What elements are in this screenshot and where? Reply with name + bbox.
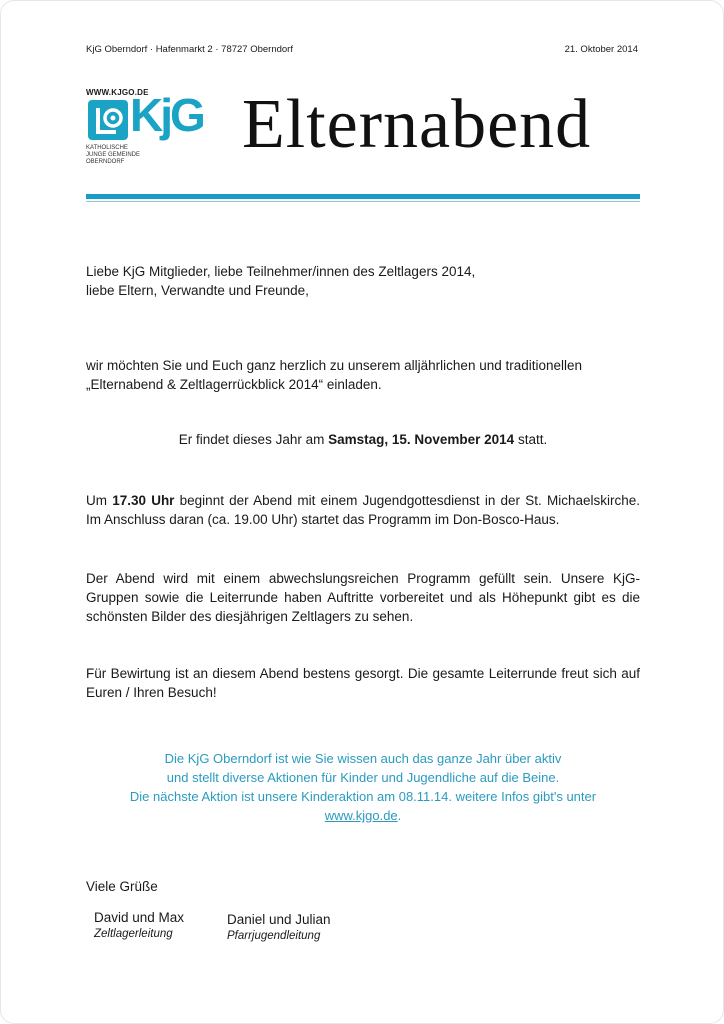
start-time: 17.30 Uhr [112,493,175,508]
website-link[interactable]: www.kjgo.de [324,808,398,823]
logo-subtitle: KATHOLISCHE JUNGE GEMEINDE OBERNDORF [86,145,141,165]
logo-letters: KjG [130,89,203,141]
signature-name: David und Max [94,910,185,925]
kjg-emblem-icon [86,98,130,142]
event-date-bold: Samstag, 15. November 2014 [328,432,515,447]
signature-zeltlager [94,910,184,942]
signature-role: Pfarrjugendleitung [227,930,321,942]
title-divider [86,194,640,199]
info-box: Die KjG Oberndorf ist wie Sie wissen auch das ganze Jahr über aktiv und stellt diverse Aktionen für Kinder und Jugendliche auf die Beine. Die nächste Aktion ist unsere Kinderaktion am 08.11.14. weitere Infos gibt's unter www.kjgo.de. [129,751,597,823]
greeting: Liebe KjG Mitglieder, liebe Teilnehmer/innen des Zeltlagers 2014, liebe Eltern, Verwandte und Freunde, [86,264,476,298]
signature-name: Daniel und Julian [227,912,331,927]
title-divider-thin [86,201,640,202]
program-paragraph: Der Abend wird mit einem abwechslungsreichen Programm gefüllt sein. Unsere KjG-Gruppen sowie die Leiterrunde haben Auftritte vorbereitet und als Höhepunkt gibt es die schönsten Bilder des diesjährigen Zeltlagers zu sehen. [86,571,640,624]
logo-url: WWW.KJGO.DE [86,88,149,97]
event-date: Er findet dieses Jahr am Samstag, 15. November 2014 statt. [178,432,548,447]
page-title: Elternabend [242,86,592,163]
closing: Viele Grüße [86,879,158,894]
schedule-paragraph: Um 17.30 Uhr beginnt der Abend mit einem Jugendgottesdienst in der St. Michaelskirche. Im Anschluss daran (ca. 19.00 Uhr) startet das Programm im Don-Bosco-Haus. [86,493,640,527]
catering-paragraph: Für Bewirtung ist an diesem Abend bestens gesorgt. Die gesamte Leiterrunde freut sich auf Euren / Ihren Besuch! [86,666,640,700]
signature-role: Zeltlagerleitung [94,928,173,940]
kjg-logo [86,88,216,170]
signature-pfarrjugend [227,912,331,944]
letter-date: 21. Oktober 2014 [564,44,638,55]
invitation: wir möchten Sie und Euch ganz herzlich zu unserem alljährlichen und traditionellen „Elternabend & Zeltlagerrückblick 2014“ einladen. [86,358,583,392]
sender-address: KjG Oberndorf · Hafenmarkt 2 · 78727 Oberndorf [86,44,293,55]
